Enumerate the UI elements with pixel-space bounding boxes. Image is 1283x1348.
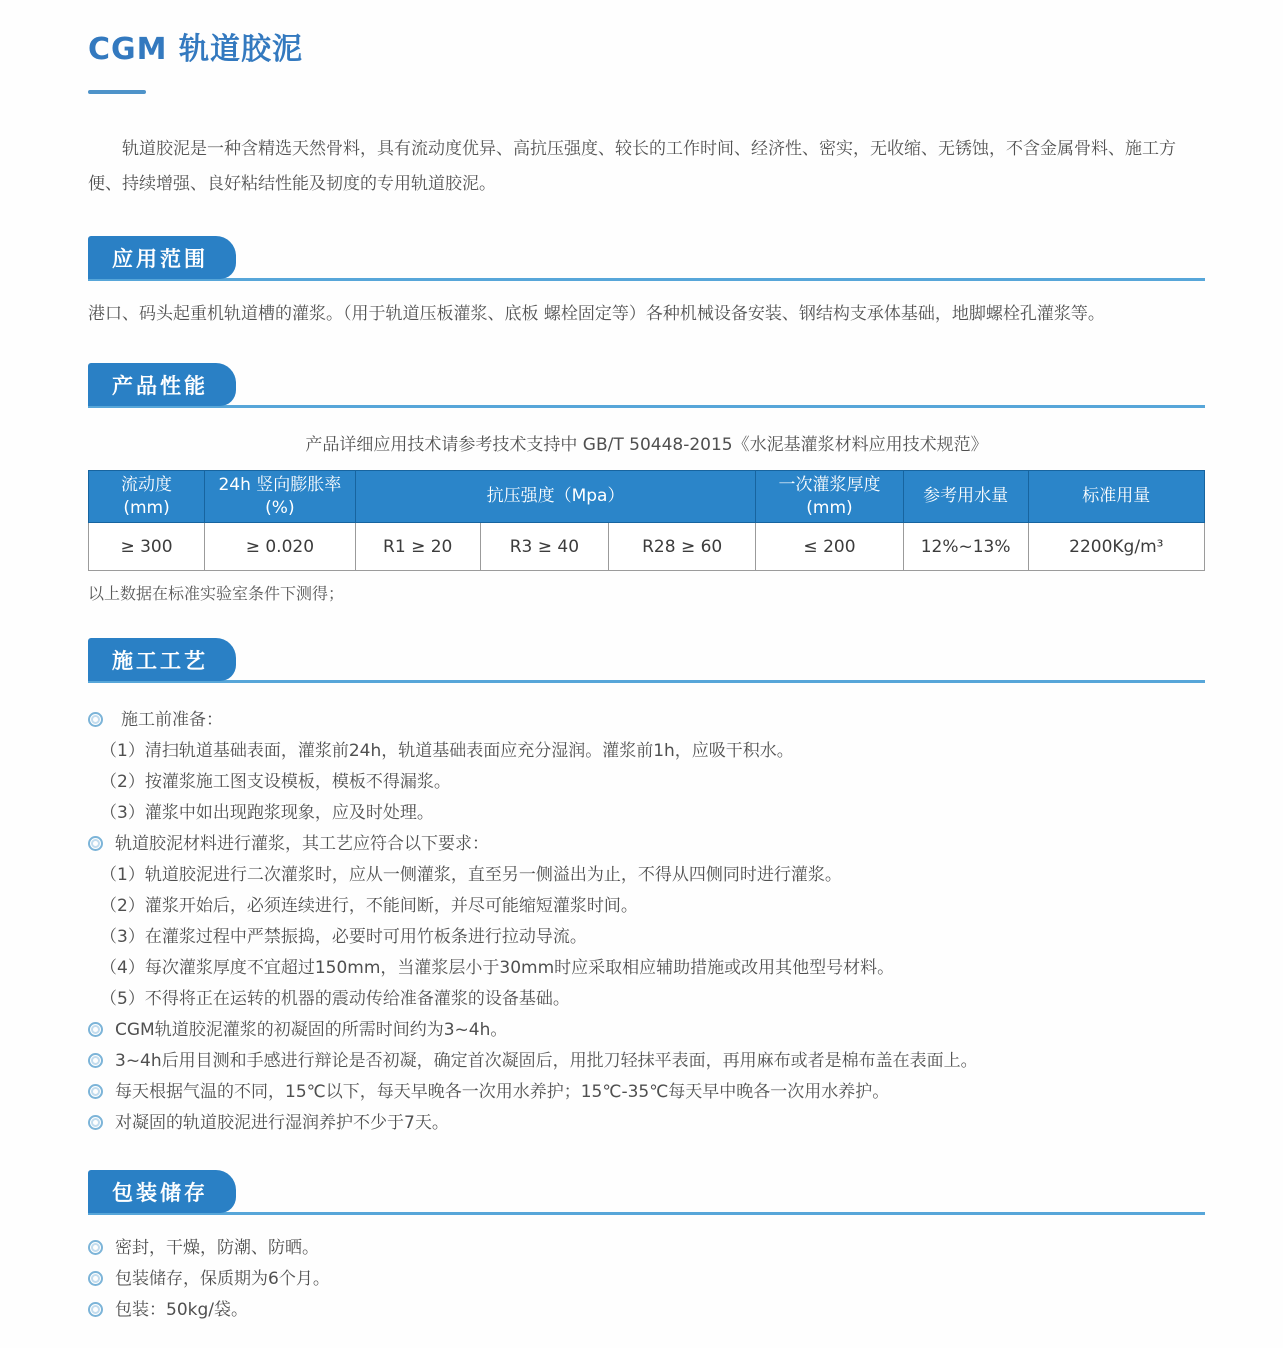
col-header-grouting-thickness: 一次灌浆厚度 (mm) bbox=[756, 471, 903, 523]
section-header-application bbox=[88, 236, 1205, 281]
performance-table-data-row bbox=[89, 523, 1205, 571]
list-item: 每天根据气温的不同，15℃以下，每天早晚各一次用水养护；15℃-35℃每天早中晚各一次用水养护。 bbox=[88, 1079, 1205, 1105]
section-badge-construction: 施工工艺 bbox=[88, 638, 236, 681]
list-item: （1）清扫轨道基础表面，灌浆前24h，轨道基础表面应充分湿润。灌浆前1h，应吸干积水。 bbox=[100, 741, 794, 761]
section-header-performance bbox=[88, 363, 1205, 408]
list-item: 包装储存，保质期为6个月。 bbox=[88, 1266, 1205, 1292]
list-item: 轨道胶泥材料进行灌浆，其工艺应符合以下要求： bbox=[88, 831, 1205, 857]
col-header-standard-dosage: 标准用量 bbox=[1028, 471, 1204, 523]
intro-paragraph: 轨道胶泥是一种含精选天然骨料，具有流动度优异、高抗压强度、较长的工作时间、经济性、密实，无收缩、无锈蚀，不含金属骨料、施工方便、持续增强、良好粘结性能及韧度的专用轨道胶泥。 bbox=[88, 139, 1176, 194]
title-underline bbox=[88, 90, 146, 94]
ring-bullet-icon bbox=[88, 1053, 103, 1068]
ring-bullet-icon bbox=[88, 1022, 103, 1037]
section-header-construction bbox=[88, 638, 1205, 683]
cell-flowability: ≥ 300 bbox=[89, 523, 205, 571]
cell-standard-dosage: 2200Kg/m³ bbox=[1028, 523, 1204, 571]
performance-table bbox=[88, 470, 1205, 571]
ring-bullet-icon bbox=[88, 1240, 103, 1255]
ring-bullet-icon bbox=[88, 1115, 103, 1130]
list-item: 密封，干燥，防潮、防晒。 bbox=[88, 1235, 1205, 1261]
ring-bullet-icon bbox=[88, 836, 103, 851]
ring-bullet-icon bbox=[88, 712, 103, 727]
list-item: 包装：50kg/袋。 bbox=[88, 1297, 1205, 1323]
list-item: （1）轨道胶泥进行二次灌浆时，应从一侧灌浆，直至另一侧溢出为止，不得从四侧同时进行灌浆。 bbox=[100, 865, 842, 885]
cell-grouting-thickness: ≤ 200 bbox=[756, 523, 903, 571]
list-item: 对凝固的轨道胶泥进行湿润养护不少于7天。 bbox=[88, 1110, 1205, 1136]
cell-expansion: ≥ 0.020 bbox=[205, 523, 356, 571]
ring-bullet-icon bbox=[88, 1271, 103, 1286]
list-item: （3）在灌浆过程中严禁振捣，必要时可用竹板条进行拉动导流。 bbox=[100, 927, 587, 947]
section-badge-application: 应用范围 bbox=[88, 236, 236, 279]
section-header-packaging bbox=[88, 1170, 1205, 1215]
list-item: （3）灌浆中如出现跑浆现象，应及时处理。 bbox=[100, 803, 434, 823]
cell-strength-r3: R3 ≥ 40 bbox=[480, 523, 608, 571]
page-title: CGM 轨道胶泥 bbox=[88, 32, 303, 67]
cell-strength-r1: R1 ≥ 20 bbox=[355, 523, 480, 571]
table-footnote: 以上数据在标准实验室条件下测得； bbox=[88, 584, 345, 603]
list-item: （5）不得将正在运转的机器的震动传给准备灌浆的设备基础。 bbox=[100, 989, 570, 1009]
list-item: （4）每次灌浆厚度不宜超过150mm，当灌浆层小于30mm时应采取相应辅助措施或改用其他型号材料。 bbox=[100, 958, 895, 978]
list-item: （2）按灌浆施工图支设模板，模板不得漏浆。 bbox=[100, 772, 451, 792]
application-body: 港口、码头起重机轨道槽的灌浆。（用于轨道压板灌浆、底板 螺栓固定等）各种机械设备安装、钢结构支承体基础，地脚螺栓孔灌浆等。 bbox=[88, 304, 1105, 324]
performance-note: 产品详细应用技术请参考技术支持中 GB/T 50448-2015《水泥基灌浆材料应用技术规范》 bbox=[305, 435, 988, 455]
construction-list bbox=[88, 707, 1205, 1136]
col-header-water-amount: 参考用水量 bbox=[903, 471, 1028, 523]
col-header-compressive-strength: 抗压强度（Mpa） bbox=[355, 471, 756, 523]
cell-strength-r28: R28 ≥ 60 bbox=[609, 523, 756, 571]
section-badge-packaging: 包装储存 bbox=[88, 1170, 236, 1213]
ring-bullet-icon bbox=[88, 1084, 103, 1099]
section-badge-performance: 产品性能 bbox=[88, 363, 236, 406]
list-item: CGM轨道胶泥灌浆的初凝固的所需时间约为3~4h。 bbox=[88, 1017, 1205, 1043]
packaging-list bbox=[88, 1235, 1205, 1323]
performance-table-header-row bbox=[89, 471, 1205, 523]
col-header-flowability: 流动度 (mm) bbox=[89, 471, 205, 523]
list-item: 施工前准备： bbox=[88, 707, 1205, 733]
cell-water-amount: 12%~13% bbox=[903, 523, 1028, 571]
ring-bullet-icon bbox=[88, 1302, 103, 1317]
list-item: （2）灌浆开始后，必须连续进行，不能间断，并尽可能缩短灌浆时间。 bbox=[100, 896, 638, 916]
col-header-expansion: 24h 竖向膨胀率 (%) bbox=[205, 471, 356, 523]
list-item: 3~4h后用目测和手感进行辩论是否初凝，确定首次凝固后，用批刀轻抹平表面，再用麻布或者是棉布盖在表面上。 bbox=[88, 1048, 1205, 1074]
